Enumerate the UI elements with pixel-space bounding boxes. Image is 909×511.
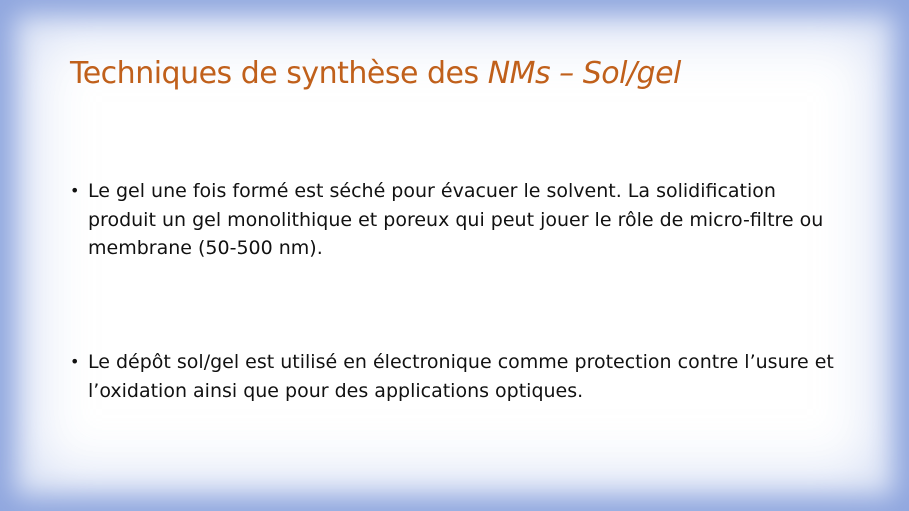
slide-title-main: Techniques de synthèse des	[70, 56, 488, 91]
bullet-marker: •	[70, 352, 80, 371]
bullet-item	[70, 348, 840, 405]
bullet-item	[70, 177, 840, 263]
bullet-text: Le dépôt sol/gel est utilisé en électronique comme protection contre l’usure et l’oxidation ainsi que pour des applications optiques.	[88, 351, 834, 402]
bullet-text: Le gel une fois formé est séché pour évacuer le solvent. La solidification produit un gel monolithique et poreux qui peut jouer le rôle de micro-filtre ou membrane (50-500 nm).	[88, 180, 824, 259]
slide-title-italic: NMs – Sol/gel	[487, 56, 681, 91]
bullet-marker: •	[70, 181, 80, 200]
slide-title	[70, 52, 681, 96]
